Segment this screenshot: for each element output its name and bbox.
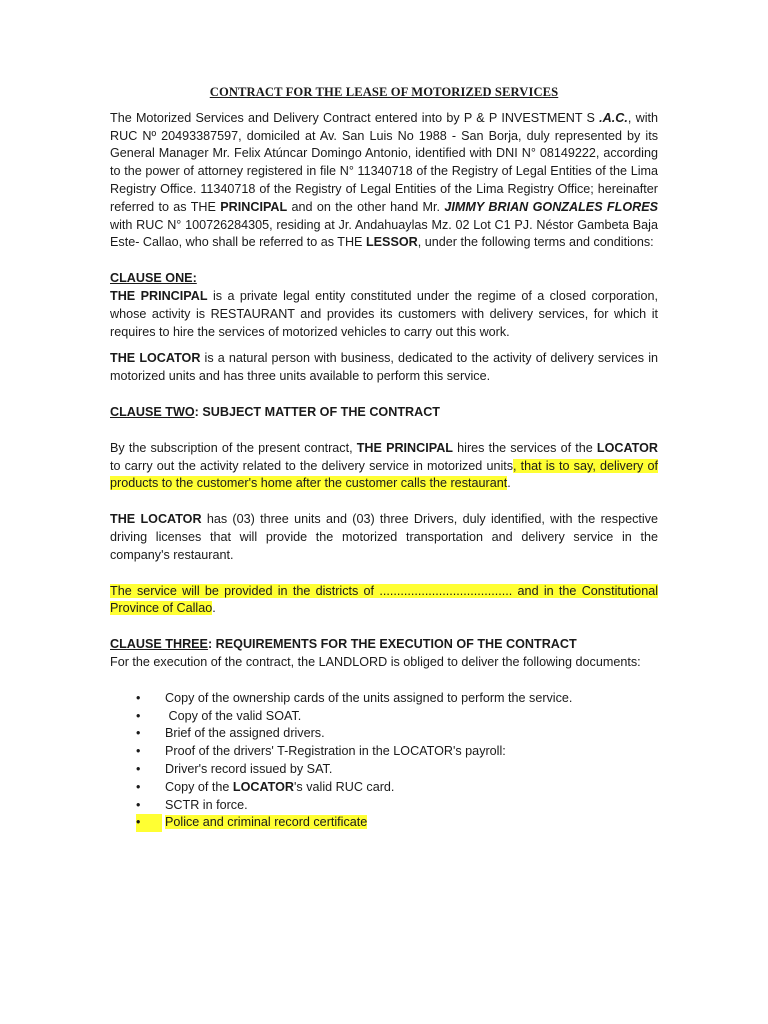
document-title: CONTRACT FOR THE LEASE OF MOTORIZED SERVICES [209,85,559,99]
list-item-highlighted: • Police and criminal record certificate [110,814,658,832]
bullet-icon: • [136,726,141,741]
highlighted-text: , that is to say, delivery of products to the customer's home after the customer calls the restaurant [110,458,658,491]
list-item: • Proof of the drivers' T-Registration in the LOCATOR's payroll: [110,743,658,761]
list-item: • Copy of the LOCATOR's valid RUC card. [110,779,658,797]
intro-paragraph: The Motorized Services and Delivery Contract entered into by P & P INVESTMENT S .A.C., with RUC Nº 20493387597, domiciled at Av. San Luis No 1988 - San Borja, duly represented by its General Manager Mr. Felix Atúncar Domingo Antonio, identified with DNI N° 08149222, according to the power of attorney registered in file N° 11340718 of the Registry of Legal Entities of the Lima Registry Office. 11340718 of the Registry of Legal Entities of the Lima Registry Office; hereinafter referred to as THE PRINCIPAL and on the other hand Mr. JIMMY BRIAN GONZALES FLORES with RUC N° 100726284305, residing at Jr. Andahuaylas Mz. 02 Lot C1 PJ. Néstor Gambeta Baja Este- Callao, who shall be referred to as THE LESSOR, under the following terms and conditions: [110,110,659,250]
document-page [110,78,658,832]
clause-one-paragraph-1: THE PRINCIPAL is a private legal entity constituted under the regime of a closed corporation, whose activity is RESTAURANT and provides its customers with delivery services, for which it requires to hire the services of motorized vehicles to carry out this work. [110,288,658,339]
bullet-icon: • [136,814,162,832]
clause-one-paragraph-2: THE LOCATOR is a natural person with business, dedicated to the activity of delivery services in motorized units and has three units available to perform this service. [110,351,658,384]
clause-two-heading: CLAUSE TWO: SUBJECT MATTER OF THE CONTRACT [110,404,440,419]
list-item: • Copy of the valid SOAT. [110,708,658,726]
bullet-icon: • [136,708,141,723]
list-item: • Brief of the assigned drivers. [110,725,658,743]
bullet-icon: • [136,690,141,705]
bullet-icon: • [136,744,141,759]
list-item: • SCTR in force. [110,797,658,815]
clause-three-intro: For the execution of the contract, the LANDLORD is obliged to deliver the following documents: [110,654,641,669]
clause-three-heading: CLAUSE THREE: REQUIREMENTS FOR THE EXECUTION OF THE CONTRACT [110,637,577,652]
list-item: • Driver's record issued by SAT. [110,761,658,779]
bullet-icon: • [136,779,141,794]
highlighted-text: The service will be provided in the districts of ...................................... and in the Constitutional Province of Callao [110,583,658,616]
requirements-list [110,690,658,832]
clause-one-heading: CLAUSE ONE: [110,271,197,286]
clause-two-paragraph-1: By the subscription of the present contract, THE PRINCIPAL hires the services of the LOCATOR to carry out the activity related to the delivery service in motorized units, that is to say, delivery of products to the customer's home after the customer calls the restaurant. [110,440,658,491]
clause-two-paragraph-2: THE LOCATOR has (03) three units and (03) three Drivers, duly identified, with the respective driving licenses that will provide the motorized transportation and delivery service in the company's restaurant. [110,512,658,562]
list-item: • Copy of the ownership cards of the units assigned to perform the service. [110,690,658,708]
clause-two-paragraph-3: The service will be provided in the districts of ...................................... and in the Constitutional Province of Callao. [110,583,658,616]
bullet-icon: • [136,761,141,776]
bullet-icon: • [136,797,141,812]
